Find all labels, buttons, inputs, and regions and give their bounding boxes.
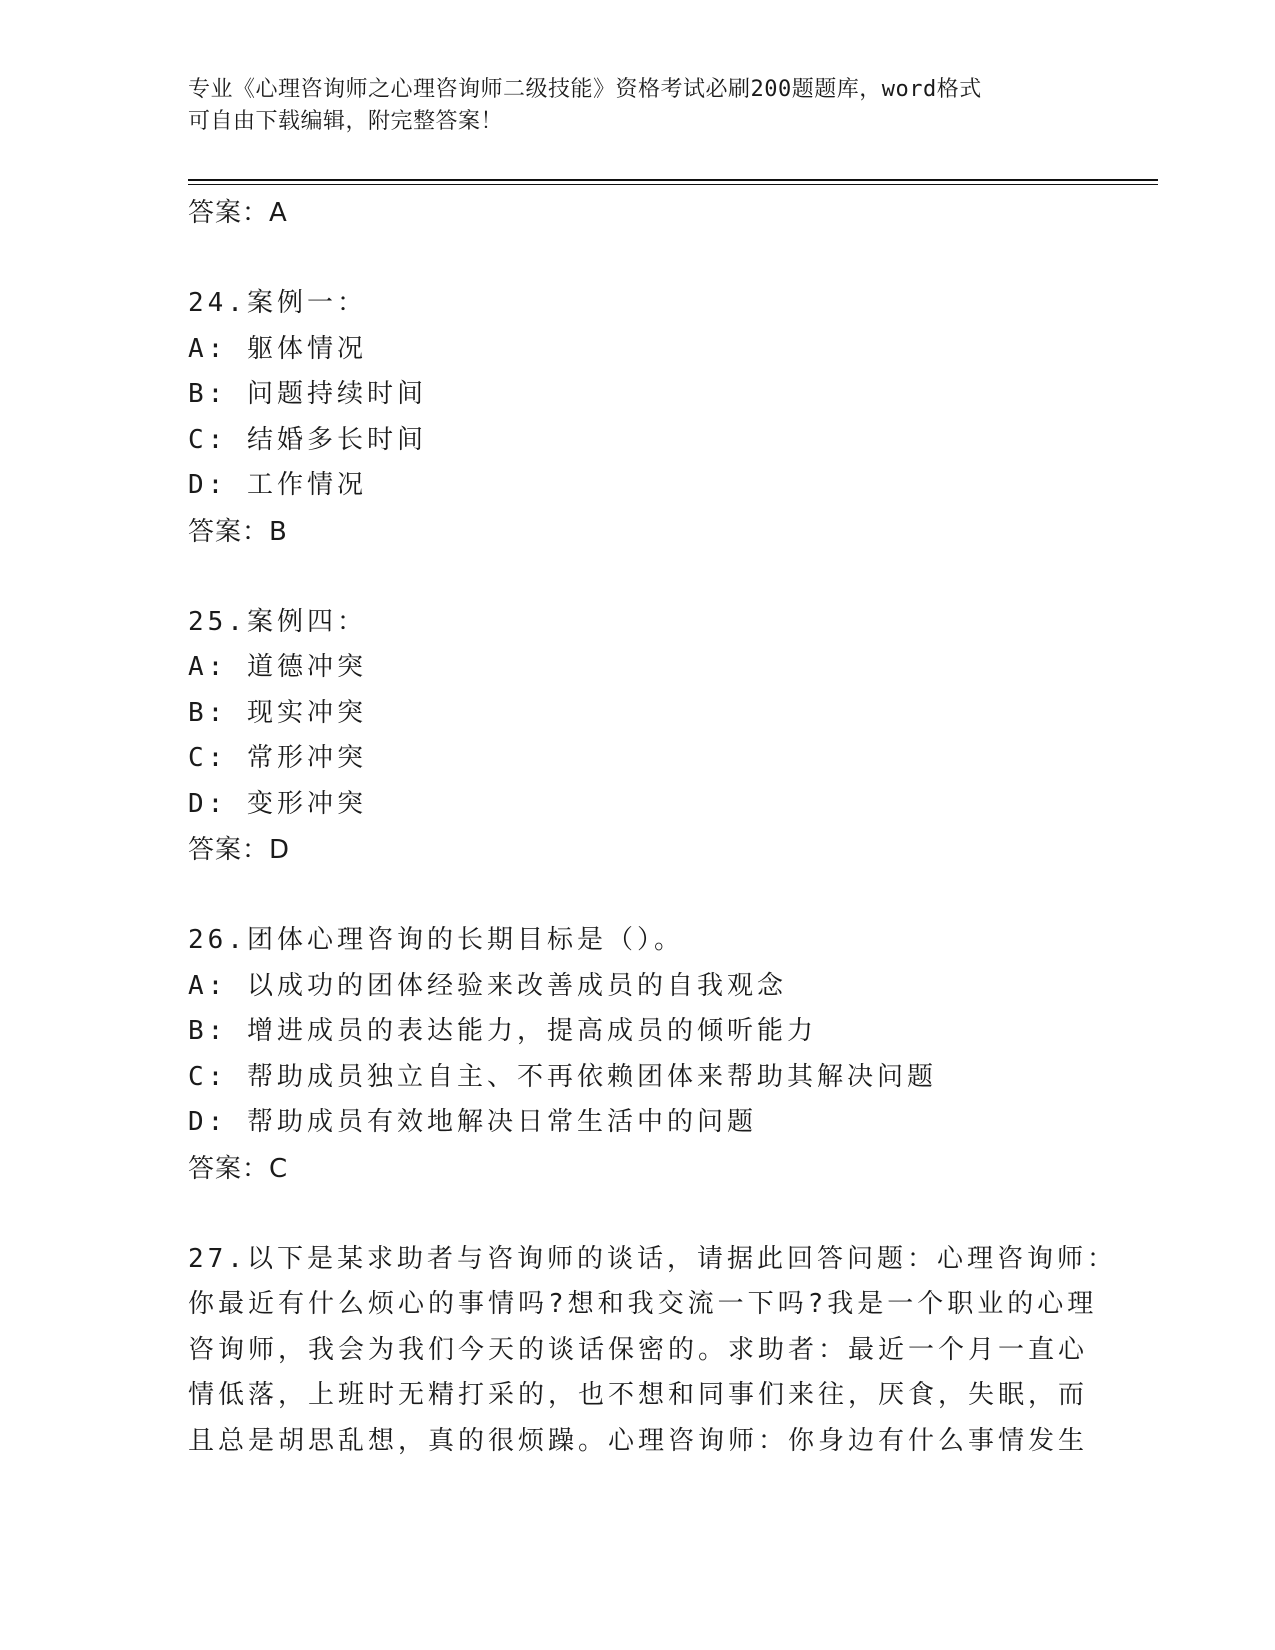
paragraph-line: 情低落，上班时无精打采的，也不想和同事们来往，厌食，失眠，而 [188,1380,1089,1410]
question-25 [188,600,1088,874]
spacer [188,873,1088,918]
paragraph-line: 咨询师，我会为我们今天的谈话保密的。求助者：最近一个月一直心 [188,1334,1089,1365]
option-a: A: 躯体情况 [188,333,367,364]
header-line-1: 专业《心理咨询师之心理咨询师二级技能》资格考试必刷200题题库，word格式 [188,77,982,102]
option-d: D: 变形冲突 [188,788,367,819]
document-header [188,74,1068,138]
answer-prev: 答案：A [188,198,288,228]
paragraph-line: 且总是胡思乱想，真的很烦躁。心理咨询师：你身边有什么事情发生 [188,1425,1089,1456]
spacer [188,1192,1088,1237]
question-stem: 26.团体心理咨询的长期目标是（）。 [188,925,684,955]
question-24 [188,281,1088,555]
option-d: D: 帮助成员有效地解决日常生活中的问题 [188,1107,757,1137]
spacer [188,236,1088,281]
option-b: B: 增进成员的表达能力，提高成员的倾听能力 [188,1016,817,1046]
option-a: A: 道德冲突 [188,652,367,682]
option-c: C: 帮助成员独立自主、不再依赖团体来帮助其解决问题 [188,1061,937,1092]
question-list [188,190,1117,1464]
option-a: A: 以成功的团体经验来改善成员的自我观念 [188,970,787,1001]
paragraph-line: 27.以下是某求助者与咨询师的谈话，请据此回答问题：心理咨询师： [188,1243,1117,1274]
option-b: B: 现实冲突 [188,697,367,728]
header-line-2: 可自由下载编辑，附完整答案！ [188,109,504,134]
question-stem: 24.案例一： [188,288,367,318]
question-26 [188,918,1088,1192]
answer: 答案：C [188,1153,289,1184]
option-d: D: 工作情况 [188,470,367,500]
question-27 [188,1237,1117,1465]
question-stem: 25.案例四： [188,606,367,637]
answer: 答案：D [188,835,291,865]
option-c: C: 常形冲突 [188,743,367,773]
header-divider-thin [188,184,1158,185]
header-divider-thick [188,179,1158,181]
option-c: C: 结婚多长时间 [188,424,427,455]
option-b: B: 问题持续时间 [188,379,427,409]
paragraph-line: 你最近有什么烦心的事情吗?想和我交流一下吗?我是一个职业的心理 [188,1289,1098,1319]
answer: 答案：B [188,516,288,547]
spacer [188,555,1088,600]
